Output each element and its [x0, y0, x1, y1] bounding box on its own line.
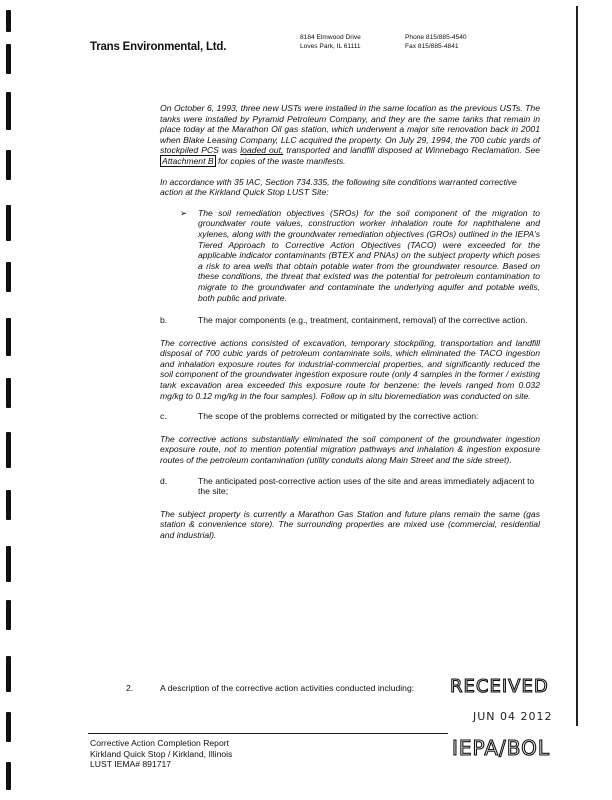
item-text: The anticipated post-corrective action uses of the site and areas immediately adjacent to the site; — [198, 475, 535, 497]
item-2-label: 2. — [126, 683, 134, 693]
paragraph-ust-installation — [160, 103, 540, 167]
stamp-office: IEPA/BOL — [452, 736, 550, 760]
attachment-b-reference: Attachment B — [162, 155, 214, 166]
address-line-2: Loves Park, IL 61111 — [300, 42, 361, 50]
stamp-date: JUN 04 2012 — [473, 710, 553, 723]
document-body — [160, 103, 540, 551]
footer-divider — [88, 733, 448, 734]
item-label: d. — [160, 475, 168, 486]
phone-number: Phone 815/885-4540 — [405, 34, 467, 41]
company-address — [300, 34, 361, 51]
fax-number: Fax 815/885-4841 — [405, 42, 459, 50]
page-footer — [90, 738, 232, 770]
company-name: Trans Environmental, Ltd. — [90, 41, 227, 53]
item-d — [160, 476, 540, 497]
letterhead — [90, 34, 560, 62]
address-line-1: 8184 Elmwood Drive — [300, 34, 361, 41]
company-contact — [405, 34, 467, 51]
paragraph-text: transported and landfill disposed at Winnebago Reclamation. See — [283, 145, 541, 156]
paragraph-corrective-actions: The corrective actions consisted of excavation, temporary stockpiling, transportation and landfill disposal of 700 cubic yards of petroleum contaminate soils, which eliminated the TACO ingestion and inhalation exposure routes for industrial-commercial properties, and significantly reduced the soil component of the groundwater ingestion exposure route (only 4 samples in the former / existing tank excavation area exceeded this exposure route for benzene: the levels ranged from 0.032 mg/kg to 0.12 mg/kg in the four samples). Follow up in situ bioremediation was conducted on site. — [160, 337, 540, 401]
item-label: b. — [160, 315, 168, 326]
footer-report-title: Corrective Action Completion Report — [90, 738, 229, 748]
item-text: The scope of the problems corrected or mitigated by the corrective action: — [198, 411, 479, 422]
paragraph-text: On October 6, 1993, three new USTs were installed in the same location as the previous USTs. The tanks were installed by Pyramid Petroleum Company, and they are the same tanks that remain in place today at the Marathon Oil gas station, which underwent a major site renovation back in 2001 when Blake Leasing Company, LLC acquired the property. On July 29, 1994, the 700 cubic yards of stockpiled PCS was — [160, 103, 540, 156]
item-2-text: A description of the corrective action activities conducted including: — [160, 683, 415, 693]
item-b — [160, 315, 540, 326]
bullet-text: The soil remediation objectives (SROs) for the soil component of the migration to groundwater route values, construction worker inhalation route for naphthalene and xylenes, along with the groundwater remediation objectives (GROs) outlined in the IEPA's Tiered Approach to Corrective Action Objectives (TACO) were exceeded for the applicable indicator contaminants (BTEX and PNAs) on the subject property which poses a risk to area wells that obtain potable water from the groundwater resource. Based on these conditions, the threat that existed was the potential for petroleum contamination to migrate to the groundwater and contaminate the underlying aquifer and potable wells, both public and private. — [198, 207, 540, 303]
scan-edge-line — [576, 6, 578, 726]
paragraph-text: for copies of the waste manifests. — [215, 155, 346, 166]
underlined-text: loaded out, — [240, 145, 284, 156]
received-stamp: RECEIVED — [450, 676, 549, 697]
bullet-remediation-objectives — [160, 208, 540, 303]
item-c — [160, 411, 540, 422]
footer-site-name: Kirkland Quick Stop / Kirkland, Illinois — [90, 748, 233, 759]
footer-iema-number: LUST IEMA# 891717 — [90, 759, 172, 769]
paragraph-site-conditions: In accordance with 35 IAC, Section 734.335, the following site conditions warranted corrective action at the Kirkland Quick Stop LUST Site: — [160, 176, 517, 198]
scan-binding-marks — [6, 0, 12, 800]
item-label: c. — [160, 411, 167, 422]
item-text: The major components (e.g., treatment, containment, removal) of the corrective action. — [198, 315, 528, 326]
paragraph-future-use: The subject property is currently a Marathon Gas Station and future plans remain the same (gas station & convenience store). The surrounding properties are mixed use (commercial, residential and industrial). — [160, 508, 540, 540]
arrow-bullet-icon: ➢ — [180, 207, 188, 218]
paragraph-scope: The corrective actions substantially eliminated the soil component of the groundwater ingestion exposure route, not to mention potential migration pathways and inhalation & ingestion exposure routes of the petroleum contamination (utility conduits along Main Street and the side street). — [160, 433, 540, 466]
